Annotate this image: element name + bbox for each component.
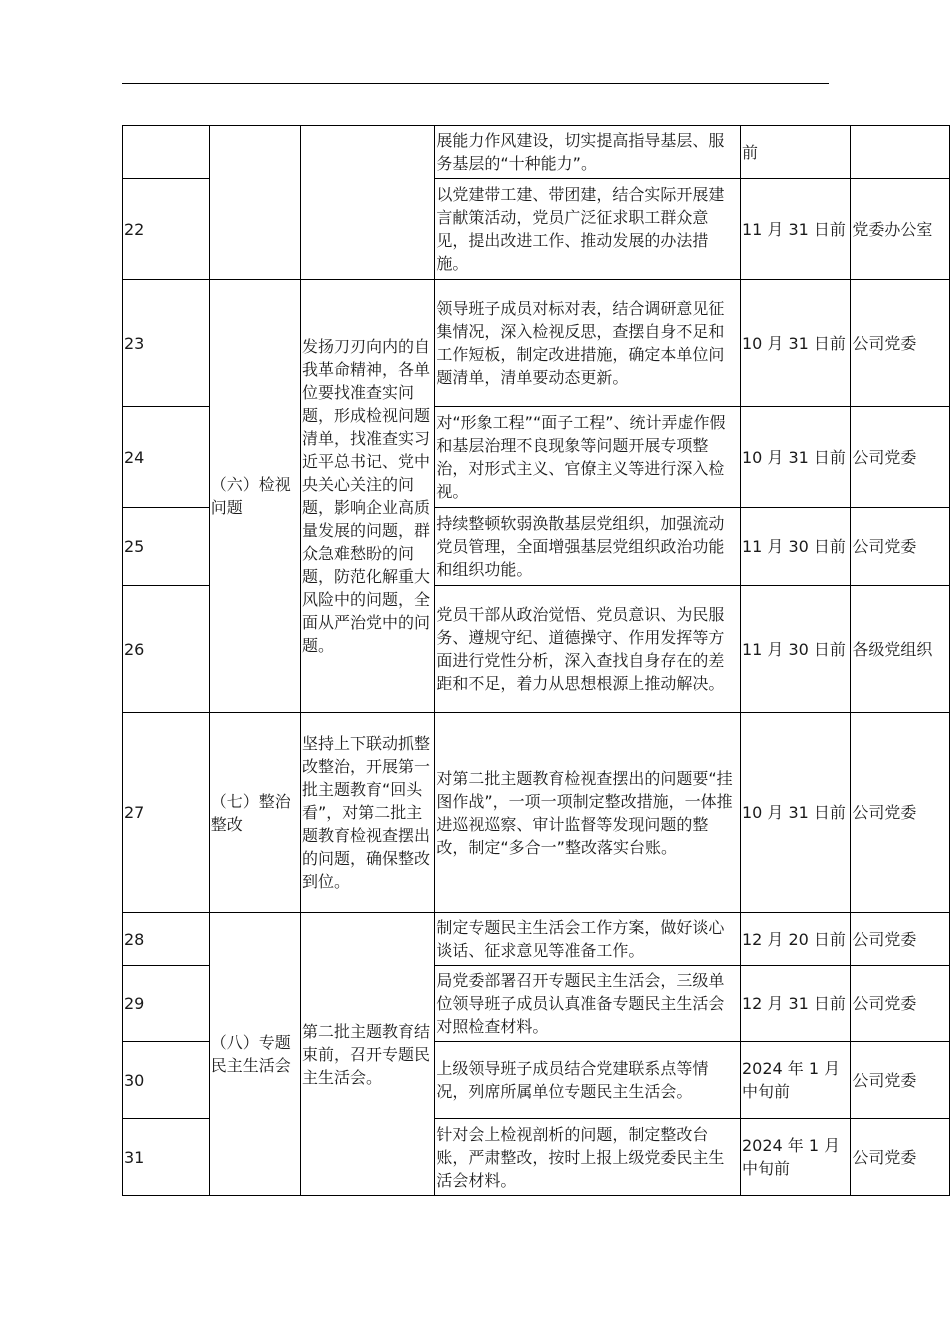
group-task-g6: 发扬刀刃向内的自我革命精神，各单位要找准查实问题，形成检视问题清单，找准查实习近平总书记、党中央关心关注的问题，影响企业高质量发展的问题，群众急难愁盼的问题，防范化解重大风险中的问题，全面从严治党中的问题。 [300,280,434,713]
table-row [123,126,950,179]
row-number: 23 [123,280,210,407]
group-task-cell [300,126,434,280]
row-number: 28 [123,913,210,966]
row-number: 29 [123,966,210,1042]
row-content: 上级领导班子成员结合党建联系点等情况，列席所属单位专题民主生活会。 [435,1042,741,1119]
row-owner: 公司党委 [851,280,950,407]
table-row [123,713,950,913]
table-row [123,280,950,407]
row-content: 领导班子成员对标对表，结合调研意见征集情况，深入检视反思，查摆自身不足和工作短板，制定改进措施，确定本单位问题清单，清单要动态更新。 [435,280,741,407]
row-deadline: 10 月 31 日前 [740,407,850,508]
row-deadline: 10 月 31 日前 [740,280,850,407]
table-row [123,913,950,966]
row-number: 30 [123,1042,210,1119]
row-number: 31 [123,1119,210,1196]
row-number: 26 [123,586,210,713]
row-owner: 党委办公室 [851,179,950,280]
row-content: 局党委部署召开专题民主生活会，三级单位领导班子成员认真准备专题民主生活会对照检查材料。 [435,966,741,1042]
row-number: 22 [123,179,210,280]
row-deadline: 12 月 31 日前 [740,966,850,1042]
row-content: 展能力作风建设，切实提高指导基层、服务基层的“十种能力”。 [435,126,741,179]
row-deadline: 10 月 31 日前 [740,713,850,913]
row-deadline: 11 月 31 日前 [740,179,850,280]
row-deadline: 12 月 20 日前 [740,913,850,966]
group-title-g6: （六）检视问题 [209,280,300,713]
row-owner: 公司党委 [851,966,950,1042]
row-number: 27 [123,713,210,913]
row-deadline: 2024 年 1 月中旬前 [740,1119,850,1196]
row-owner: 公司党委 [851,1042,950,1119]
row-deadline: 11 月 30 日前 [740,586,850,713]
row-deadline: 2024 年 1 月中旬前 [740,1042,850,1119]
row-content: 针对会上检视剖析的问题，制定整改台账，严肃整改，按时上报上级党委民主生活会材料。 [435,1119,741,1196]
group-task-g8: 第二批主题教育结束前，召开专题民主生活会。 [300,913,434,1196]
row-owner: 公司党委 [851,407,950,508]
group-task-g7: 坚持上下联动抓整改整治，开展第一批主题教育“回头看”，对第二批主题教育检视查摆出的问题，确保整改到位。 [300,713,434,913]
row-content: 党员干部从政治觉悟、党员意识、为民服务、遵规守纪、道德操守、作用发挥等方面进行党性分析，深入查找自身存在的差距和不足，着力从思想根源上推动解决。 [435,586,741,713]
row-number: 25 [123,508,210,586]
group-title-g7: （七）整治整改 [209,713,300,913]
row-deadline: 11 月 30 日前 [740,508,850,586]
group-title-g8: （八）专题民主生活会 [209,913,300,1196]
row-owner: 公司党委 [851,713,950,913]
row-owner: 各级党组织 [851,586,950,713]
header-rule [122,83,829,84]
row-deadline: 前 [740,126,850,179]
row-content: 对“形象工程”“面子工程”、统计弄虚作假和基层治理不良现象等问题开展专项整治，对形式主义、官僚主义等进行深入检视。 [435,407,741,508]
group-title-cell [209,126,300,280]
row-number [123,126,210,179]
row-content: 制定专题民主生活会工作方案，做好谈心谈话、征求意见等准备工作。 [435,913,741,966]
row-content: 以党建带工建、带团建，结合实际开展建言献策活动，党员广泛征求职工群众意见，提出改进工作、推动发展的办法措施。 [435,179,741,280]
row-content: 持续整顿软弱涣散基层党组织，加强流动党员管理，全面增强基层党组织政治功能和组织功能。 [435,508,741,586]
row-owner: 公司党委 [851,913,950,966]
row-owner: 公司党委 [851,1119,950,1196]
task-table [122,125,950,1196]
row-owner: 公司党委 [851,508,950,586]
row-owner [851,126,950,179]
row-number: 24 [123,407,210,508]
row-content: 对第二批主题教育检视查摆出的问题要“挂图作战”，一项一项制定整改措施，一体推进巡视巡察、审计监督等发现问题的整改，制定“多合一”整改落实台账。 [435,713,741,913]
